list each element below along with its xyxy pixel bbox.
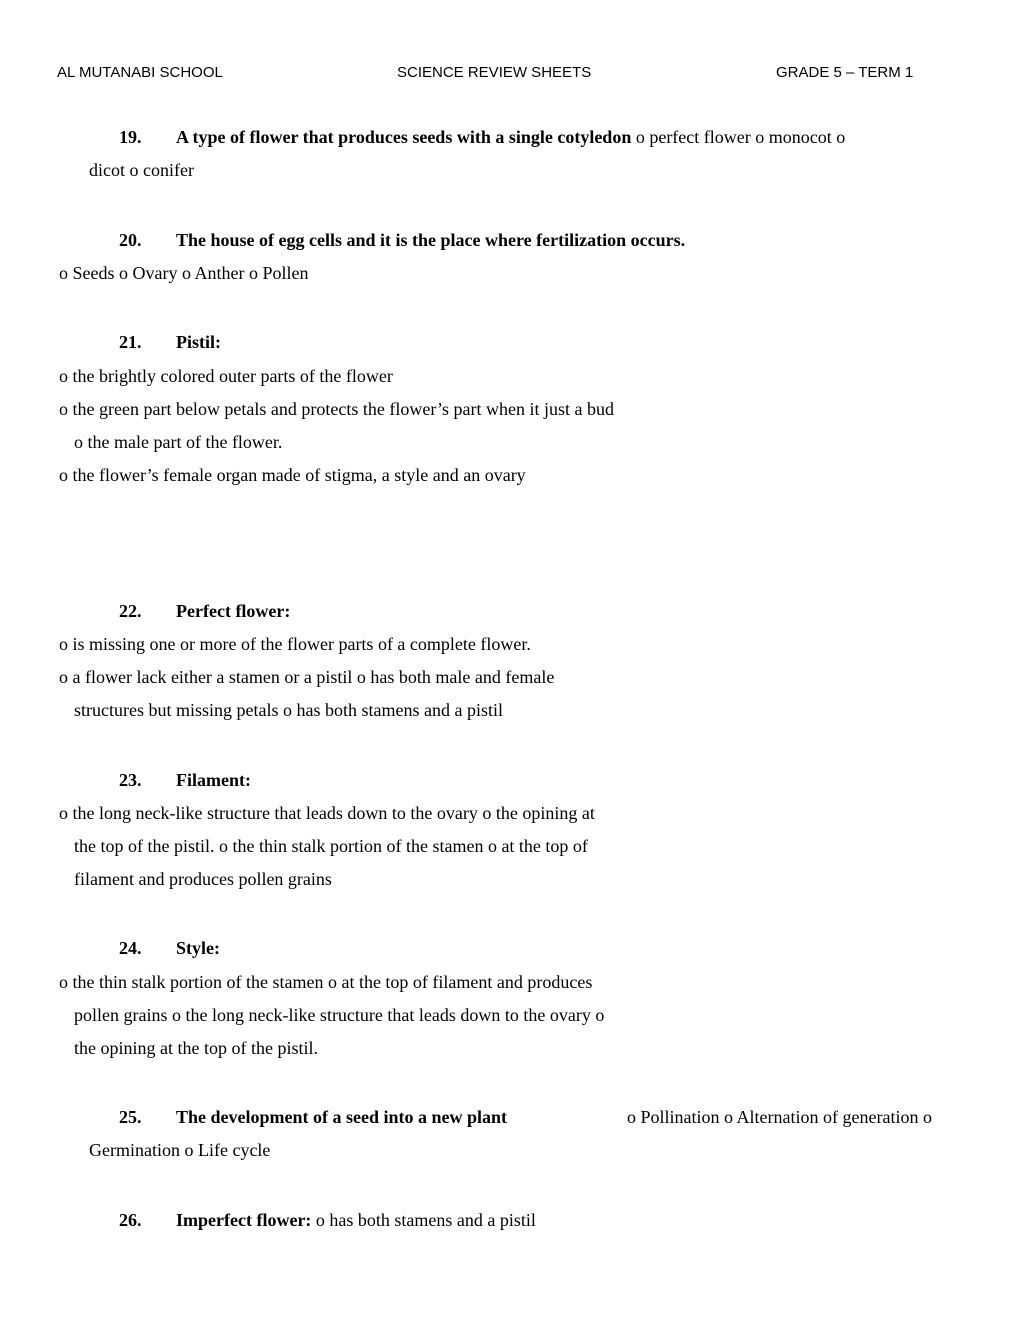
question-22-prompt: Perfect flower: — [176, 601, 291, 621]
question-26-options: o has both stamens and a pistil — [315, 1210, 536, 1230]
question-26-number: 26. — [119, 1210, 142, 1230]
question-23-line-1: o the long neck-like structure that leads down to the ovary o the opining at — [59, 803, 595, 823]
question-21-option-2: o the green part below petals and protects the flower’s part when it just a bud — [59, 399, 615, 419]
question-24-line-2: pollen grains o the long neck-like structure that leads down to the ovary o — [74, 1005, 605, 1025]
header-title: SCIENCE REVIEW SHEETS — [397, 64, 592, 81]
question-24-line-1: o the thin stalk portion of the stamen o at the top of filament and produces — [59, 972, 593, 992]
question-24-prompt: Style: — [176, 938, 220, 958]
question-20-prompt: The house of egg cells and it is the place where fertilization occurs. — [176, 230, 686, 250]
question-24-line-3: the opining at the top of the pistil. — [74, 1038, 318, 1058]
question-25-line-1 — [176, 1106, 932, 1128]
question-21-option-4: o the flower’s female organ made of stigma, a style and an ovary — [59, 465, 526, 485]
question-25-prompt: The development of a seed into a new plant — [176, 1107, 508, 1127]
question-26-line — [176, 1209, 536, 1231]
question-21-number: 21. — [119, 332, 142, 352]
question-25-number: 25. — [119, 1107, 142, 1127]
question-25-options-2: Germination o Life cycle — [89, 1140, 271, 1160]
header-grade: GRADE 5 – TERM 1 — [776, 64, 914, 81]
question-26-prompt: Imperfect flower: — [176, 1210, 312, 1230]
question-19-prompt: A type of flower that produces seeds with a single cotyledon — [176, 127, 632, 147]
question-24-number: 24. — [119, 938, 142, 958]
question-21-option-3: o the male part of the flower. — [74, 432, 283, 452]
question-22-line-2: o a flower lack either a stamen or a pistil o has both male and female — [59, 667, 555, 687]
question-19-line-1 — [176, 126, 845, 148]
question-19-options-1: o perfect flower o monocot o — [635, 127, 846, 147]
question-22-line-1: o is missing one or more of the flower parts of a complete flower. — [59, 634, 531, 654]
question-23-number: 23. — [119, 770, 142, 790]
question-19-options-2: dicot o conifer — [89, 160, 194, 180]
question-25-options-1: o Pollination o Alternation of generation o — [627, 1107, 932, 1127]
question-21-prompt: Pistil: — [176, 332, 221, 352]
question-22-number: 22. — [119, 601, 142, 621]
question-23-line-3: filament and produces pollen grains — [74, 869, 332, 889]
question-23-prompt: Filament: — [176, 770, 251, 790]
question-22-line-3: structures but missing petals o has both stamens and a pistil — [74, 700, 503, 720]
question-21-option-1: o the brightly colored outer parts of the flower — [59, 366, 393, 386]
question-20-number: 20. — [119, 230, 142, 250]
question-20-options: o Seeds o Ovary o Anther o Pollen — [59, 263, 309, 283]
question-19-number: 19. — [119, 127, 142, 147]
header-school: AL MUTANABI SCHOOL — [57, 64, 223, 81]
question-23-line-2: the top of the pistil. o the thin stalk portion of the stamen o at the top of — [74, 836, 588, 856]
